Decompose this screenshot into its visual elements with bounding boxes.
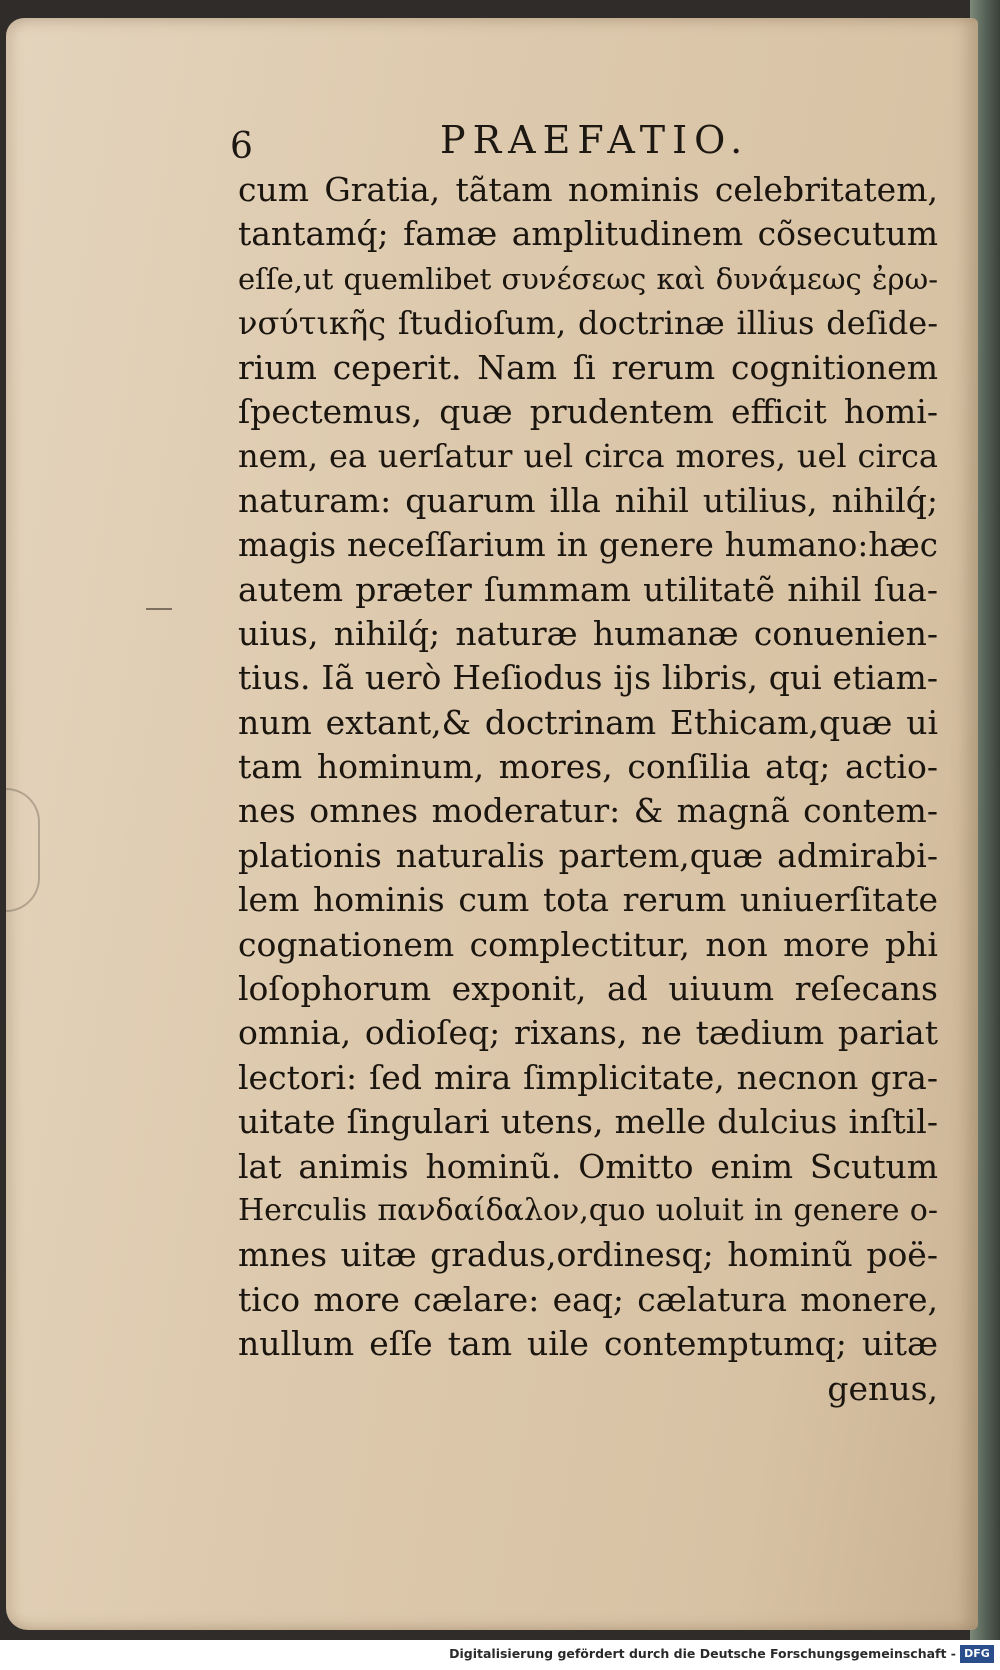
margin-mark	[146, 608, 172, 610]
text-line: plationis naturalis partem,quæ admirabi-	[238, 835, 938, 875]
text-line: uius, nihilq́; naturæ humanæ conuenien-	[238, 613, 938, 653]
text-line: lectori: ſed mira ſimplicitate, necnon gra-	[238, 1057, 938, 1097]
text-line: lat animis hominũ. Omitto enim Scutum	[238, 1146, 938, 1186]
text-line: nem, ea uerſatur uel circa mores, uel circa	[238, 437, 938, 476]
text-line: nes omnes moderatur: & magnã contem-	[238, 791, 938, 831]
text-line: num extant,& doctrinam Ethicam,quæ ui	[238, 702, 938, 742]
text-line: tico more cælare: eaq; cælatura monere,	[238, 1279, 938, 1319]
text-line: nullum eſſe tam uile contemptumq; uitæ	[238, 1324, 938, 1364]
text-line: loſophorum exponit, ad uiuum reſecans	[238, 969, 938, 1009]
text-line: lem hominis cum tota rerum uniuerſitate	[238, 880, 938, 920]
text-line: rium ceperit. Nam ſi rerum cognitionem	[238, 347, 938, 387]
text-line: Herculis πανδαίδαλον,quo uoluit in genere o-	[238, 1192, 938, 1228]
text-line: mnes uitæ gradus,ordinesq; hominũ poë-	[238, 1235, 938, 1275]
text-line: autem præter ſummam utilitatẽ nihil ſua-	[238, 569, 938, 609]
text-line: uitate ſingulari utens, melle dulcius inſtil-	[238, 1102, 938, 1142]
text-line: cognationem complectitur, non more phi	[238, 924, 938, 964]
running-head-title: PRAEFATIO.	[440, 118, 750, 162]
text-line: tam hominum, mores, conſilia atq; actio-	[238, 747, 938, 787]
catchword: genus,	[827, 1368, 938, 1408]
text-line: tius. Iã uerò Heſiodus ijs libris, qui etiam-	[238, 658, 938, 698]
running-head	[230, 118, 890, 167]
text-line: omnia, odioſeq; rixans, ne tædium pariat	[238, 1013, 938, 1053]
text-block	[238, 168, 938, 1411]
page-number: 6	[230, 126, 253, 167]
funding-credit: Digitalisierung gefördert durch die Deutsche Forschungsgemeinschaft -	[449, 1646, 956, 1661]
text-line: magis neceſſarium in genere humano:hæc	[238, 526, 938, 565]
text-line: ſpectemus, quæ prudentem efficit homi-	[238, 391, 938, 431]
text-line: tantamq́; famæ amplitudinem cõsecutum	[238, 214, 938, 254]
text-line: cum Gratia, tãtam nominis celebritatem,	[238, 170, 938, 209]
text-line: naturam: quarum illa nihil utilius, nihilq́;	[238, 480, 938, 520]
text-line: νσύτικῆς ſtudioſum, doctrinæ illius deſide-	[238, 304, 938, 343]
footer-bar	[0, 1640, 1000, 1670]
dfg-logo: DFG	[960, 1645, 994, 1663]
text-line: eſſe,ut quemlibet συνέσεως καὶ δυνάμεως ἐρω-	[238, 261, 938, 296]
